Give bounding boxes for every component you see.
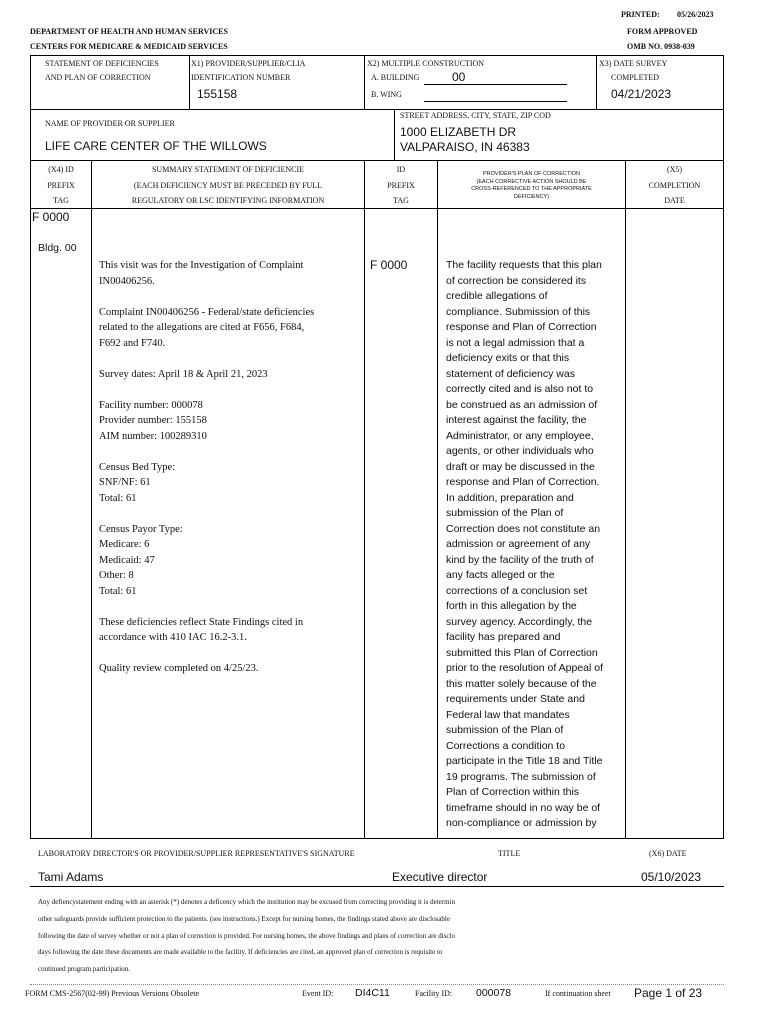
plan-line: response and Plan of Correction. (446, 476, 600, 488)
disclaimer-line: continued program participation. (38, 965, 130, 974)
x4-id-header: (X4) ID (48, 165, 74, 174)
summary-line: F692 and F740. (99, 337, 166, 349)
plan-line: Correction does not constitute an (446, 522, 601, 535)
facility-id-label: Facility ID: (415, 989, 453, 998)
plan-line: Plan of Correction within this (446, 786, 580, 798)
plan-line: submitted this Plan of Correction (446, 646, 598, 659)
plan-line: survey agency. Accordingly, the (446, 615, 593, 628)
rule (364, 160, 365, 838)
plan-line: Federal law that mandates (446, 708, 570, 721)
plan-line: corrections of a conclusion set (446, 584, 588, 597)
plan-line: of correction be considered its (446, 274, 587, 287)
summary-paragraph (99, 398, 361, 445)
summary-line: Other: 8 (99, 570, 134, 581)
summary-line: AIM number: 100289310 (99, 430, 207, 442)
summary-line: SNF/NF: 61 (99, 477, 151, 488)
summary-statement (99, 258, 361, 692)
rule (596, 55, 597, 109)
x3-label: X3) DATE SURVEY (599, 59, 668, 68)
rule (30, 886, 724, 887)
summary-subheader: (EACH DEFICIENCY MUST BE PRECEDED BY FULL (133, 181, 323, 190)
plan-line: Corrections a condition to (446, 739, 566, 752)
plan-subheader: DEFICIENCY) (513, 194, 550, 200)
building-underline (424, 84, 567, 85)
summary-paragraph (99, 367, 361, 383)
rule (30, 838, 724, 839)
left-tag: F 0000 (32, 210, 70, 224)
printed-label: PRINTED: (621, 10, 660, 19)
summary-paragraph (99, 522, 361, 600)
plan-line: participate in the Title 18 and Title (446, 755, 603, 767)
facility-id: 000078 (476, 987, 512, 999)
disclaimer (38, 894, 728, 978)
id-prefix-header: PREFIX (387, 181, 415, 190)
provider-name: LIFE CARE CENTER OF THE WILLOWS (45, 139, 267, 153)
summary-paragraph (99, 258, 361, 289)
id-header: ID (396, 165, 406, 174)
plan-line: forth in this allegation by the (446, 600, 577, 612)
summary-line: Provider number: 155158 (99, 415, 207, 426)
summary-line: IN00406256. (99, 275, 155, 287)
building-label: A. BUILDING (371, 73, 420, 82)
signature-date-label: (X6) DATE (649, 849, 687, 858)
summary-line: Total: 61 (99, 492, 137, 504)
building-tag: Bldg. 00 (38, 242, 77, 254)
form-number: FORM CMS-2567(02-99) Previous Versions Obsolete (25, 989, 200, 998)
rule (364, 55, 365, 109)
plan-line: non-compliance or admission by (446, 817, 597, 829)
plan-line: Administrator, or any employee, (446, 429, 594, 442)
rule (30, 208, 724, 209)
disclaimer-line: other safeguards provide sufficient protection to the patients. (see instructions.) Except for nursing homes, the findings stated above are disclosable (38, 914, 450, 923)
x2-label: X2) MULTIPLE CONSTRUCTION (367, 59, 485, 68)
x4-tag-header: TAG (53, 196, 69, 205)
summary-line: accordance with 410 IAC 16.2-3.1. (99, 632, 247, 643)
summary-line: Total: 61 (99, 585, 137, 597)
summary-paragraph (99, 460, 361, 507)
title-label: TITLE (498, 849, 521, 858)
summary-line: Facility number: 000078 (99, 399, 203, 411)
plan-subheader: CROSS-REFERENCED TO THE APPROPRIATE (471, 186, 592, 192)
summary-subheader: REGULATORY OR LSC IDENTIFYING INFORMATION (131, 196, 325, 205)
plan-line: facility has prepared and (446, 631, 561, 643)
summary-line: This visit was for the Investigation of Complaint (99, 260, 304, 271)
provider-name-label: NAME OF PROVIDER OR SUPPLIER (45, 119, 175, 128)
plan-line: timeframe should in no way be of (446, 801, 601, 814)
completed-label: COMPLETED (611, 73, 659, 82)
plan-line: correctly cited and is also not to (446, 383, 594, 395)
summary-paragraph (99, 305, 361, 352)
statement-label: STATEMENT OF DEFICIENCIES (45, 59, 159, 68)
signature-date: 05/10/2023 (641, 870, 702, 884)
printed-date: 05/26/2023 (677, 10, 714, 19)
plan-line: statement of deficiency was (446, 367, 575, 380)
city-state-zip: VALPARAISO, IN 46383 (400, 140, 530, 154)
identification-label: IDENTIFICATION NUMBER (191, 73, 291, 82)
plan-label: AND PLAN OF CORRECTION (45, 73, 151, 82)
x4-prefix-header: PREFIX (47, 181, 75, 190)
summary-line: Complaint IN00406256 - Federal/state deficiencies (99, 306, 315, 318)
id-tag-header: TAG (393, 196, 409, 205)
plan-line: be construed as an admission of (446, 398, 598, 411)
summary-line: Census Bed Type: (99, 461, 176, 473)
plan-line: this matter solely because of the (446, 677, 597, 690)
x5-header: (X5) (666, 165, 683, 174)
id-tag: F 0000 (370, 258, 408, 272)
plan-line: agents, or other individuals who (446, 445, 594, 457)
plan-line: deficiency exits or that this (446, 352, 570, 364)
building-value: 00 (452, 70, 466, 84)
plan-line: response and Plan of Correction (446, 321, 597, 333)
summary-header: SUMMARY STATEMENT OF DEFICIENCIE (151, 165, 305, 174)
signer-name: Tami Adams (38, 870, 104, 884)
event-id-label: Event ID: (302, 989, 334, 998)
summary-line: Medicare: 6 (99, 539, 150, 550)
summary-paragraph (99, 615, 361, 646)
rule (394, 109, 395, 160)
provider-number: 155158 (197, 87, 238, 101)
summary-line: related to the allegations are cited at F656, F684, (99, 322, 305, 333)
plan-line: submission of the Plan of (446, 507, 564, 519)
signature-label: LABORATORY DIRECTOR'S OR PROVIDER/SUPPLIER REPRESENTATIVE'S SIGNATURE (38, 849, 355, 858)
plan-line: kind by the facility of the truth of (446, 553, 594, 566)
summary-line: Survey dates: April 18 & April 21, 2023 (99, 368, 268, 380)
rule (91, 160, 92, 838)
disclaimer-line: Any defiencystatement ending with an asterisk (*) denotes a deficency which the institution may be excused from correcting providing it is determin (38, 898, 455, 906)
rule (625, 160, 626, 838)
plan-line: credible allegations of (446, 290, 548, 302)
x1-label: X1) PROVIDER/SUPPLIER/CLIA (191, 59, 306, 68)
footer-rule (30, 984, 724, 985)
department-title: DEPARTMENT OF HEALTH AND HUMAN SERVICES (30, 27, 228, 36)
summary-line: Quality review completed on 4/25/23. (99, 663, 259, 674)
plan-line: submission of the Plan of (446, 724, 564, 736)
completion-header: COMPLETION (648, 181, 701, 190)
address-label: STREET ADDRESS, CITY, STATE, ZIP COD (400, 111, 551, 120)
wing-label: B. WING (371, 90, 402, 99)
plan-line: In addition, preparation and (446, 491, 574, 504)
form-approved: FORM APPROVED (627, 27, 698, 36)
plan-line: 19 programs. The submission of (446, 770, 596, 783)
plan-header: PROVIDER'S PLAN OF CORRECTION (482, 171, 580, 177)
rule (437, 160, 438, 838)
plan-line: is not a legal admission that a (446, 336, 585, 349)
plan-line: draft or may be discussed in the (446, 460, 595, 473)
rule (30, 160, 724, 161)
page-number: Page 1 of 23 (634, 986, 703, 1000)
plan-line: The facility requests that this plan (446, 259, 602, 271)
plan-line: compliance. Submission of this (446, 305, 591, 318)
street-address: 1000 ELIZABETH DR (400, 125, 517, 139)
omb-number: OMB NO. 0938-039 (627, 42, 695, 51)
plan-line: requirements under State and (446, 693, 585, 705)
summary-line: Census Payor Type: (99, 523, 183, 535)
rule (30, 109, 724, 110)
summary-paragraph (99, 661, 361, 677)
rule (189, 55, 190, 109)
cms-title: CENTERS FOR MEDICARE & MEDICAID SERVICES (30, 42, 228, 51)
plan-subheader: (EACH CORRECTIVE ACTION SHOULD BE (476, 179, 587, 185)
disclaimer-line: days following the date these documents are made available to the facility. If deficiencies are cited, an approved plan of correction is requisite to (38, 948, 443, 957)
plan-of-correction (446, 258, 624, 832)
signer-title: Executive director (392, 870, 488, 884)
plan-line: interest against the facility, the (446, 414, 587, 426)
survey-date: 04/21/2023 (611, 87, 672, 101)
disclaimer-line: following the date of survey whether or not a plan of correction is provided. For nursing homes, the above findings and plans of correction are disclo (38, 931, 455, 940)
event-id: DI4C11 (355, 987, 390, 999)
summary-line: These deficiencies reflect State Findings cited in (99, 616, 304, 628)
plan-line: admission or agreement of any (446, 538, 591, 550)
summary-line: Medicaid: 47 (99, 554, 155, 566)
date-header: DATE (664, 196, 685, 205)
plan-line: any facts alleged or the (446, 569, 555, 581)
rule (30, 55, 724, 56)
rule (723, 55, 724, 838)
plan-line: prior to the resolution of Appeal of (446, 662, 604, 674)
continuation-label: If continuation sheet (545, 989, 611, 998)
wing-underline (424, 101, 567, 102)
